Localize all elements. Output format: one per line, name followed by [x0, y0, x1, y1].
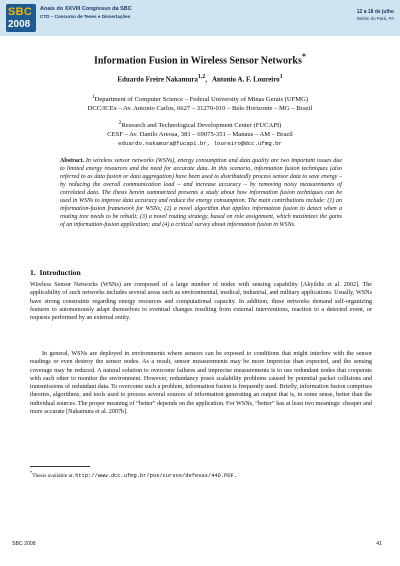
event-location: Belém do Pará, PA [356, 16, 394, 21]
sbc-logo [6, 4, 36, 32]
event-subtitle: CTD – Concurso de Teses e Dissertações [40, 14, 131, 19]
logo-text-year: 2008 [8, 19, 31, 30]
section-heading: 1. Introduction [30, 268, 81, 277]
header-band [0, 0, 400, 36]
event-title: Anais do XXVIII Congresso da SBC [40, 6, 132, 12]
author-list: Eduardo Freire Nakamura$^{1,2}$, Antonio A. F. Loureiro$^1$ [117, 74, 283, 84]
abstract-label: Abstract. [60, 158, 85, 164]
paper-title: Information Fusion in Wireless Sensor Networks* [93, 52, 307, 67]
paragraph: In general, WSNs are deployed in environments where sensors can be exposed to conditions that might interfere with the sensor readings or even destroy the sensor nodes. As a result, sensor measurements may be more imprecise than expected, and the sensing coverage may be reduced. A natural solution to overcome failures and imprecise measurements is to use redundant nodes that cooperate with each other to monitor the environment. However, redundancy poses scalability problems caused by potential packet collisions and transmissions of redundant data. To overcome such a problem, information fusion is frequently used. Briefly, information fusion comprises theories, algorithms, and tools used to process several sources of information generating an output that is, in some sense, better than the individual sources. The proper meaning of “better” depends on the application. For WSNs, “better” has at least two meanings: cheaper and more accurate [Nakamura et al. 2007b]. [30, 351, 372, 416]
event-date: 12 a 18 de julho [356, 9, 394, 15]
author-name: Antonio A. F. Loureiro [211, 75, 280, 84]
footnote-url[interactable]: http://www.dcc.ufmg.br/pos/cursos/defesas/44D.PDF. [75, 472, 237, 479]
page-number: 41 [376, 541, 382, 547]
footnote-divider [30, 466, 90, 467]
abstract-text: In wireless sensor networks (WSNs), energy consumption and data quality are two important issues due to limited energy resources and the need for accurate data. In this scenario, information fusion techniques (also referred to as data fusion or data aggregation) have been used to distributedly process sensor data to save energy – by reducing the overall communication load – and increase accuracy – by removing noisy measurements of correlated data. The thesis herein summarized presents a study about how information fusion techniques can be used in WSNs to improve data accuracy and reduce the energy consumption. The main contributions include: (1) an information-fusion framework for WSNs; (2) a novel algorithm that applies information fusion to detect when a routing tree needs to be rebuilt; (3) a novel routing strategy, based on role assignment, which maximizes the gains of an information-fusion application; and (4) a critical survey about information fusion in WSNs. [60, 158, 343, 229]
author-name: Eduardo Freire Nakamura [117, 75, 199, 84]
abstract [60, 157, 342, 229]
logo-text-sbc: SBC [8, 6, 33, 18]
affiliation-1: $^1$Department of Computer Science – Federal University of Minas Gerais (UFMG) DCC/ICEx – Av. Antonio Carlos, 6627 – 31270-010 – Belo Horizonte – MG – Brazil [87, 94, 313, 113]
footnote: *Thesis available at: http://www.dcc.ufmg.br/pos/cursos/defesas/44D.PDF. [30, 470, 237, 479]
affiliation-2: $^2$Research and Technological Development Center (FUCAPI) CESF – Av. Danilo Areosa, 381 – 69075-351 – Manaus – AM – Brazil [107, 120, 293, 139]
footer-conference: SBC 2008 [12, 541, 36, 547]
author-emails: eduardo.nakamura@fucapi.br, loureiro@dcc.ufmg.br [118, 140, 282, 147]
paragraph: Wireless Sensor Networks (WSNs) are composed of a large number of nodes with sensing capability [Akyildiz et al. 2002]. The applicability of such networks includes several areas such as environmental, medical, industrial, and military applications. Usually, WSNs have strong constraints regarding energy resources and computational capacity. In addition, these networks demand self-organizing features to autonomously adapt themselves to eventual changes resulting from external interventions, reaction to a detected event, or requests performed by an external entity. [30, 282, 372, 322]
